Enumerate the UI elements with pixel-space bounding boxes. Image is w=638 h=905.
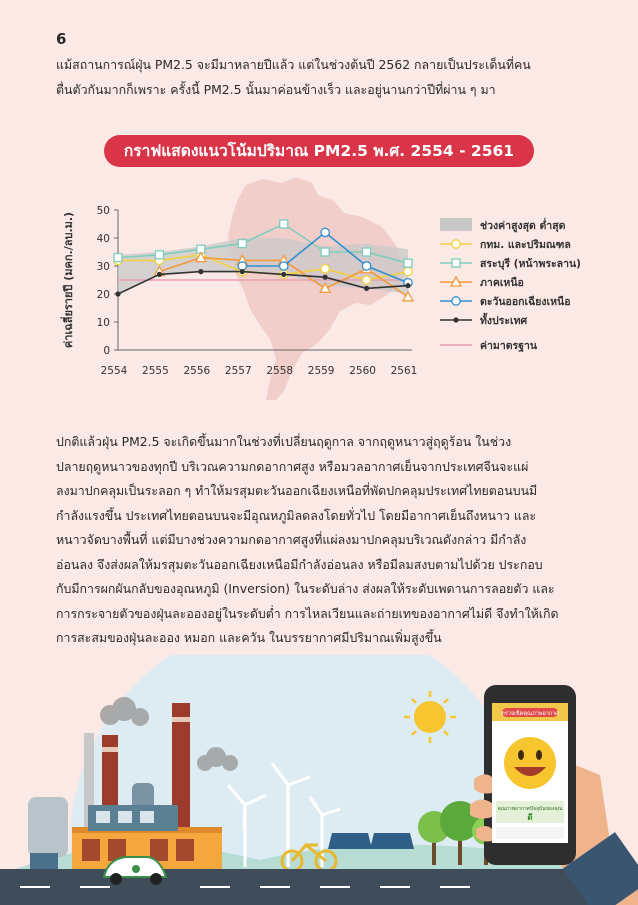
- legend-label: ตะวันออกเฉียงเหนือ: [480, 296, 571, 308]
- data-point-series-3: [280, 262, 288, 270]
- data-point-series-1: [280, 220, 288, 228]
- legend-label: ภาคเหนือ: [480, 277, 524, 289]
- phone-quality-value: ดี: [527, 813, 533, 822]
- x-tick-label: 2561: [390, 365, 418, 377]
- chart-title: กราฟแสดงแนวโน้มปริมาณ PM2.5 พ.ศ. 2554 - 2561: [104, 135, 534, 167]
- data-point-series-1: [114, 254, 122, 262]
- data-point-series-4: [364, 286, 369, 291]
- data-point-series-4: [281, 272, 286, 277]
- y-tick-label: 0: [103, 345, 110, 357]
- body-line: อ่อนลง จึงส่งผลให้มรสุมตะวันออกเฉียงเหนือมีกำลังอ่อนลง หรือมีลมสงบตามไปด้วย ประกอบ: [56, 556, 543, 572]
- y-tick-label: 10: [96, 317, 110, 329]
- x-tick-label: 2555: [142, 365, 169, 377]
- intro-line: แม้สถานการณ์ฝุ่น PM2.5 จะมีมาหลายปีแล้ว แต่ในช่วงต้นปี 2562 กลายเป็นประเด็นที่คน: [56, 57, 531, 72]
- intro-paragraph: [56, 52, 596, 102]
- body-line: ปลายฤดูหนาวของทุกปี บริเวณความกดอากาศสูง หรือมวลอากาศเย็นจากประเทศจีนจะแผ่: [56, 458, 529, 474]
- legend-swatch-band: [440, 218, 472, 231]
- pm25-trend-chart: [0, 175, 638, 400]
- body-line: กับมีการผกผันกลับของอุณหภูมิ (Inversion) ในระดับล่าง ส่งผลให้ระดับเพดานการลอยตัว และ: [56, 581, 555, 596]
- phone-quality-label: คุณภาพอากาศปัจจุบันของคุณ: [497, 806, 563, 812]
- storage-tank: [28, 797, 68, 857]
- data-point-series-1: [321, 248, 329, 256]
- body-line: การกระจายตัวของฝุ่นละอองอยู่ในระดับต่ำ การไหลเวียนและถ่ายเทของอากาศไม่ดี จึงทำให้เกิด: [56, 605, 559, 621]
- x-tick-label: 2560: [349, 365, 376, 377]
- data-point-series-4: [198, 269, 203, 274]
- phone-header-text: ตรวจเช็คคุณภาพอากาศ: [501, 711, 559, 717]
- small-house: [30, 853, 58, 871]
- body-line: หนาวจัดบางพื้นที่ แต่มีบางช่วงความกดอากาศสูงที่แผ่ลงมาปกคลุมบริเวณดังกล่าว มีกำลัง: [56, 532, 527, 547]
- y-axis-title: ค่าเฉลี่ยรายปี (มคก./ลบ.ม.): [62, 211, 75, 349]
- legend-label: ช่วงค่าสูงสุด ต่ำสุด: [480, 220, 566, 232]
- data-point-series-4: [323, 275, 328, 280]
- x-tick-label: 2556: [183, 365, 211, 377]
- data-point-series-0: [362, 276, 370, 284]
- legend-swatch-marker: [453, 317, 458, 322]
- legend-label: ทั้งประเทศ: [480, 315, 528, 327]
- body-line: ลงมาปกคลุมเป็นระลอก ๆ ทำให้มรสุมตะวันออกเฉียงเหนือที่พัดปกคลุมประเทศไทยตอนบนมี: [56, 483, 538, 498]
- data-point-series-1: [363, 248, 371, 256]
- x-tick-label: 2559: [307, 365, 335, 377]
- intro-line: ตื่นตัวกันมากก็เพราะ ครั้งนี้ PM2.5 นั้นมาค่อนข้างเร็ว และอยู่นานกว่าปีที่ผ่าน ๆ มา: [56, 82, 496, 97]
- x-tick-label: 2558: [266, 365, 294, 377]
- city-illustration: [0, 655, 638, 905]
- data-point-series-1: [155, 251, 163, 259]
- x-tick-label: 2557: [224, 365, 252, 377]
- legend-label: ค่ามาตรฐาน: [480, 340, 538, 352]
- legend-label: กทม. และปริมณฑล: [480, 239, 571, 251]
- data-point-series-4: [405, 283, 410, 288]
- y-tick-label: 30: [96, 261, 110, 273]
- body-paragraph: [56, 430, 596, 651]
- happy-face-icon: [504, 737, 556, 789]
- body-line: การสะสมของฝุ่นละออง หมอก และควัน ในบรรยากาศมีปริมาณเพิ่มสูงขึ้น: [56, 630, 442, 645]
- data-point-series-1: [404, 259, 412, 267]
- data-point-series-0: [321, 265, 329, 273]
- y-tick-label: 20: [96, 289, 110, 301]
- data-point-series-1: [238, 240, 246, 248]
- legend-label: สระบุรี (หน้าพระลาน): [480, 258, 581, 270]
- body-line: ปกติแล้วฝุ่น PM2.5 จะเกิดขึ้นมากในช่วงที่เปลี่ยนฤดูกาล จากฤดูหนาวสู่ฤดูร้อน ในช่วง: [56, 434, 512, 449]
- legend-swatch-marker: [452, 240, 460, 248]
- y-tick-label: 40: [96, 233, 110, 245]
- page-number: 6: [56, 30, 67, 48]
- data-point-series-3: [321, 228, 329, 236]
- legend-swatch-marker: [452, 259, 460, 267]
- x-tick-label: 2554: [100, 365, 128, 377]
- data-point-series-0: [404, 267, 412, 275]
- data-point-series-3: [362, 262, 370, 270]
- y-tick-label: 50: [96, 205, 110, 217]
- data-point-series-4: [157, 272, 162, 277]
- body-line: กำลังแรงขึ้น ประเทศไทยตอนบนจะมีอุณหภูมิลดลงโดยทั่วไป โดยมีอากาศเย็นถึงหนาว และ: [56, 507, 537, 523]
- legend-swatch-marker: [452, 297, 460, 305]
- data-point-series-4: [115, 291, 120, 296]
- data-point-series-4: [240, 269, 245, 274]
- data-point-series-3: [238, 262, 246, 270]
